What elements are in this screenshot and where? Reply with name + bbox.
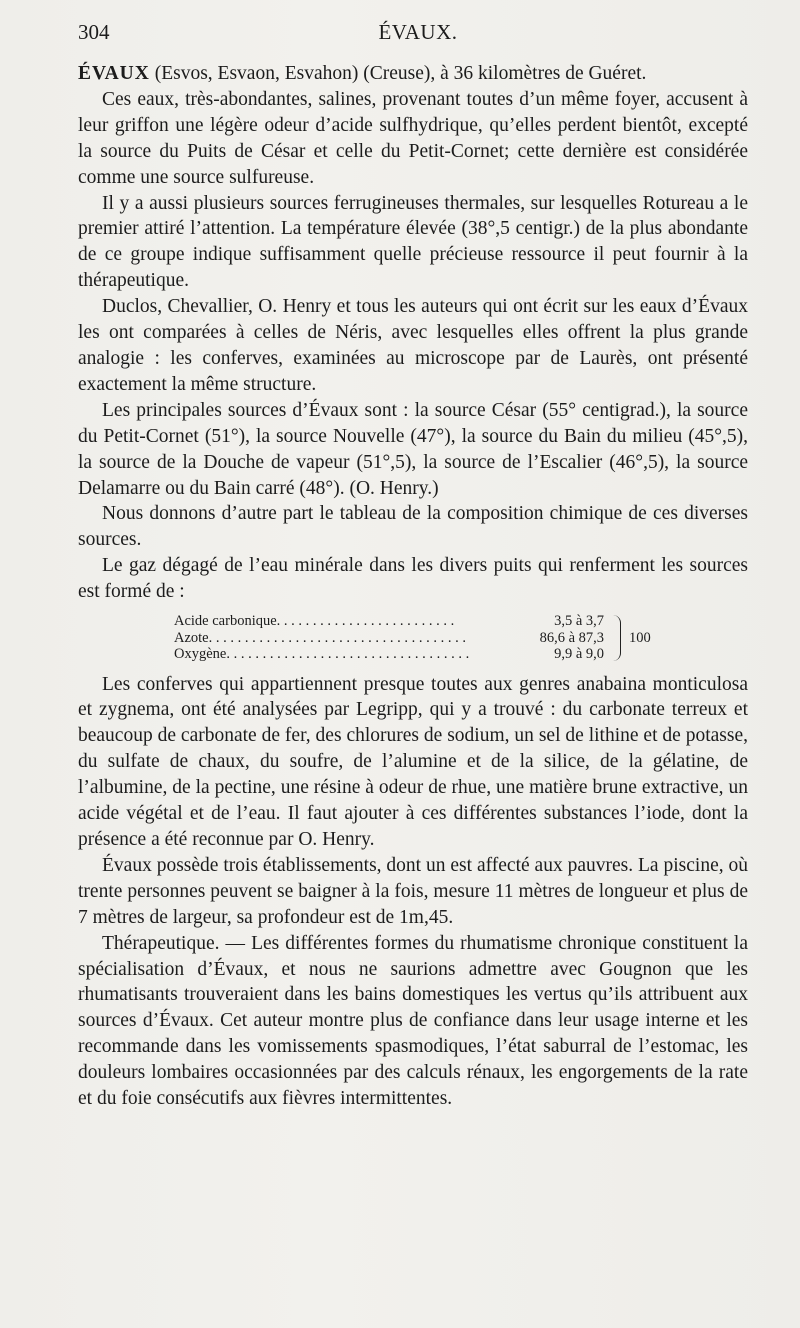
page-number: 304 xyxy=(78,20,110,44)
page-header xyxy=(78,20,758,50)
gas-composition-table xyxy=(174,613,748,663)
paragraph: Le gaz dégagé de l’eau minérale dans les divers puits qui renferment les sources est formé de : xyxy=(78,555,748,603)
gas-range: 9,9 à 9,0 xyxy=(554,646,604,663)
table-row xyxy=(174,613,604,630)
table-row xyxy=(174,630,604,647)
gas-label: Azote. . . . . . . . . . . . . . . . . . . . . . . . . . . . . . . . . . . . xyxy=(174,629,466,646)
gas-label: Oxygène. . . . . . . . . . . . . . . . . . . . . . . . . . . . . . . . . . xyxy=(174,646,470,663)
gas-total: 100 xyxy=(629,629,651,646)
paragraph: Ces eaux, très-abondantes, salines, provenant toutes d’un même foyer, accusent à leur griffon une légère odeur d’acide sulfhydrique, qu’elles perdent bientôt, excepté la source du Puits de César et celle du Petit-Cornet; cette dernière est considérée comme une source sulfureuse. xyxy=(78,88,748,188)
paragraph: Évaux possède trois établissements, dont un est affecté aux pauvres. La piscine, où trente personnes peuvent se baigner à la fois, mesure 11 mètres de longueur et plus de 7 mètres de largeur, sa profondeur est de 1m,45. xyxy=(78,854,748,928)
page-body xyxy=(78,61,748,1112)
running-head: ÉVAUX. xyxy=(378,20,458,44)
entry-paragraph xyxy=(78,61,748,87)
paragraph: Les principales sources d’Évaux sont : la source César (55° centigrad.), la source du Petit-Cornet (51°), la source Nouvelle (47°), la source du Bain du milieu (45°,5), la source de la Douche de vapeur (51°,5), la source de l’Escalier (46°,5), la source Delamarre ou du Bain carré (48°). (O. Henry.) xyxy=(78,399,748,499)
brace-icon xyxy=(610,615,621,661)
gas-label: Acide carbonique. . . . . . . . . . . . . . . . . . . . . . . . . xyxy=(174,613,455,630)
table-row xyxy=(174,646,604,663)
gas-rows xyxy=(174,613,604,663)
gas-range: 86,6 à 87,3 xyxy=(539,629,604,646)
paragraph: Thérapeutique. — Les différentes formes du rhumatisme chronique constituent la spécialisation d’Évaux, et nous ne saurions admettre avec Gougnon que les rhumatisants trouveraient dans les bains domestiques les vertus qu’ils attribuent aux sources d’Évaux. Cet auteur montre plus de confiance dans leur usage interne et les recommande dans les vomissements spasmodiques, l’état saburral de l’estomac, les douleurs lombaires occasionnées par des calculs rénaux, les engorgements de la rate et du foie consécutifs aux fièvres intermittentes. xyxy=(78,932,748,1110)
paragraph: Il y a aussi plusieurs sources ferrugineuses thermales, sur lesquelles Rotureau a le premier attiré l’attention. La température élevée (38°,5 centigr.) de la plus abondante de ce groupe indique suffisamment quelle précieuse ressource il peut fournir à la thérapeutique. xyxy=(78,192,748,292)
entry-text: (Esvos, Esvaon, Esvahon) (Creuse), à 36 kilomètres de Guéret. xyxy=(149,63,647,84)
entry-title: ÉVAUX xyxy=(78,63,150,84)
paragraph: Duclos, Chevallier, O. Henry et tous les auteurs qui ont écrit sur les eaux d’Évaux les ont comparées à celles de Néris, avec lesquelles elles offrent la plus grande analogie : les conferves, examinées au microscope par de Laurès, ont présenté exactement la même structure. xyxy=(78,296,748,395)
gas-range: 3,5 à 3,7 xyxy=(554,613,604,630)
paragraph: Nous donnons d’autre part le tableau de la composition chimique de ces diverses sources. xyxy=(78,503,748,551)
paragraph: Les conferves qui appartiennent presque toutes aux genres anabaina monticulosa et zygnema, ont été analysées par Legripp, qui y a trouvé : du carbonate terreux et beaucoup de carbonate de fer, des chlorures de sodium, un sel de lithine et de potasse, du sulfate de chaux, du soufre, de l’alumine et de la silice, de la gélatine, de l’albumine, de la pectine, une résine à odeur de rhue, une matière brune extractive, un acide végétal et de l’eau. Il faut ajouter à ces différentes substances l’iode, dont la présence a été reconnue par O. Henry. xyxy=(78,673,748,850)
